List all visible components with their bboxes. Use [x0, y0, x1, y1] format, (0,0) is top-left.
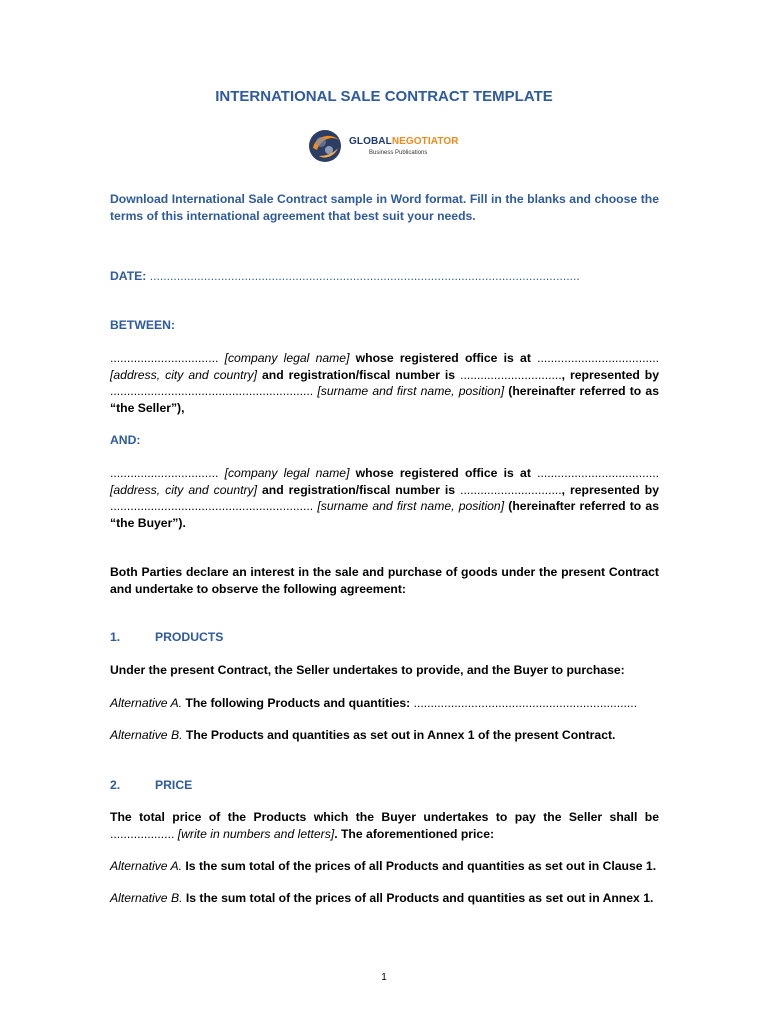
alt-a-blank: ..................................................................: [413, 696, 638, 710]
buyer-blank-representative: ............................................................: [110, 499, 314, 514]
section-1-alternative-b: [110, 727, 659, 744]
seller-blank-company: ................................: [110, 351, 219, 365]
buyer-text: , represented by: [561, 482, 659, 497]
price-text: The total price of the Products which the Buyer undertakes to pay the Seller shall be: [110, 810, 659, 824]
section-2-text: [110, 809, 659, 842]
buyer-text: (hereinafter referred to as “the Buyer”).: [110, 499, 659, 530]
seller-company-placeholder: [company legal name]: [224, 351, 350, 365]
alt-b-text: Is the sum total of the prices of all Products and quantities as set out in Annex 1.: [182, 891, 654, 905]
section-1-heading: [110, 629, 659, 646]
logo-wordmark: GLOBALNEGOTIATOR: [349, 136, 459, 147]
buyer-text: and registration/fiscal number is: [257, 482, 461, 497]
alt-b-label: Alternative B.: [110, 891, 183, 905]
seller-name-placeholder: [surname and first name, position]: [317, 384, 505, 399]
seller-paragraph: [110, 350, 659, 416]
date-label: DATE:: [110, 269, 147, 283]
section-2-title: PRICE: [155, 778, 193, 792]
price-blank: ...................: [110, 826, 175, 841]
and-heading: AND:: [110, 433, 141, 447]
seller-blank-address: ....................................: [537, 351, 660, 365]
alt-a-label: Alternative A.: [110, 696, 183, 710]
seller-text: whose registered office is at: [349, 351, 538, 365]
date-blank: ...............................................................................................................................: [149, 269, 580, 283]
seller-address-placeholder: [address, city and country]: [110, 367, 258, 382]
price-placeholder: [write in numbers and letters]: [174, 826, 335, 841]
globe-logo-icon: [305, 126, 345, 166]
seller-text: and registration/fiscal number is: [257, 367, 461, 382]
buyer-blank-company: ................................: [110, 466, 219, 480]
seller-text: (hereinafter referred to as “the Seller”),: [110, 384, 659, 415]
section-1-title: PRODUCTS: [155, 630, 224, 644]
price-text: . The aforementioned price:: [334, 826, 495, 841]
section-1-text: Under the present Contract, the Seller undertakes to provide, and the Buyer to purchase:: [110, 663, 625, 677]
intro-paragraph: Download International Sale Contract sample in Word format. Fill in the blanks and choose the terms of this international agreement that best suit your needs.: [110, 192, 659, 223]
between-heading: BETWEEN:: [110, 318, 175, 332]
seller-blank-representative: ............................................................: [110, 384, 314, 399]
section-1-alternative-a: [110, 695, 659, 712]
buyer-blank-address: ....................................: [537, 466, 660, 480]
section-2-alternative-a: [110, 858, 659, 875]
section-2-number: 2.: [110, 778, 121, 792]
alt-a-text: The following Products and quantities:: [182, 696, 414, 710]
buyer-name-placeholder: [surname and first name, position]: [317, 499, 505, 514]
section-2-alternative-b: [110, 890, 659, 907]
seller-blank-fiscal: ..............................: [460, 367, 562, 382]
seller-text: , represented by: [561, 367, 659, 382]
logo-subtitle: Business Publications: [369, 150, 428, 156]
alt-a-label: Alternative A.: [110, 859, 183, 873]
buyer-company-placeholder: [company legal name]: [224, 466, 350, 480]
date-line: [110, 268, 659, 285]
buyer-address-placeholder: [address, city and country]: [110, 482, 258, 497]
alt-b-label: Alternative B.: [110, 728, 183, 742]
buyer-text: whose registered office is at: [349, 466, 538, 480]
declaration-paragraph: Both Parties declare an interest in the sale and purchase of goods under the present Contract and undertake to observe the following agreement:: [110, 565, 659, 596]
section-1-number: 1.: [110, 630, 121, 644]
section-2-heading: [110, 777, 659, 794]
alt-b-text: The Products and quantities as set out in Annex 1 of the present Contract.: [182, 728, 616, 742]
buyer-blank-fiscal: ..............................: [460, 482, 562, 497]
globalnegotiator-logo: [305, 126, 465, 166]
page-number: 1: [381, 972, 387, 983]
alt-a-text: Is the sum total of the prices of all Products and quantities as set out in Clause 1.: [182, 859, 657, 873]
buyer-paragraph: [110, 465, 659, 531]
document-title: INTERNATIONAL SALE CONTRACT TEMPLATE: [215, 88, 553, 105]
